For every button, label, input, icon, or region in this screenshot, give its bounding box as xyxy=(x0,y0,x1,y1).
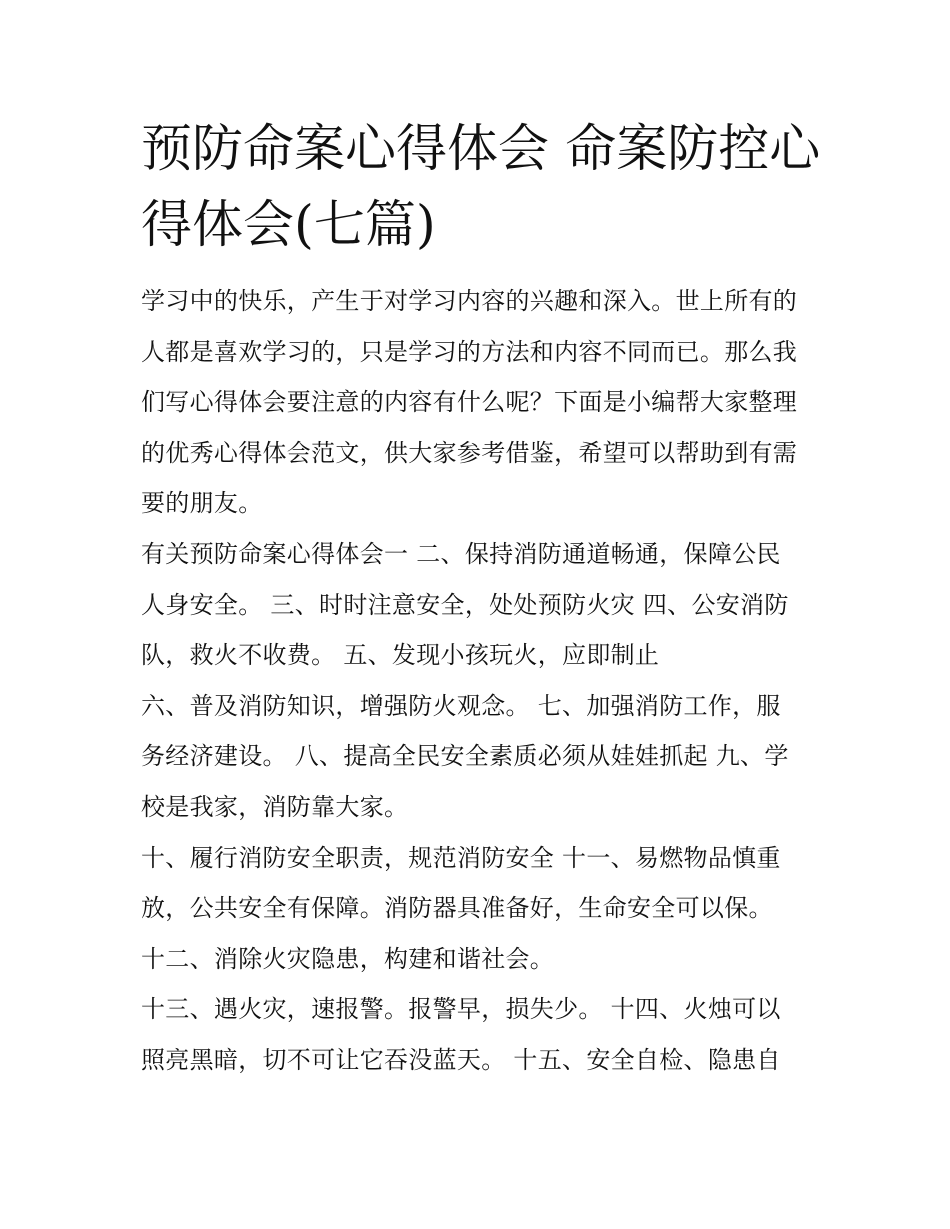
body-line: 六、普及消防知识，增强防火观念。 七、加强消防工作，服 xyxy=(141,691,781,720)
body-line: 十三、遇火灾，速报警。报警早，损失少。 十四、火烛可以 xyxy=(141,995,781,1024)
body-line: 十二、消除火灾隐患，构建和谐社会。 xyxy=(141,944,555,973)
body-line: 学习中的快乐，产生于对学习内容的兴趣和深入。世上所有的 xyxy=(141,287,798,315)
title-line: 预防命案心得体会 命案防控心 xyxy=(141,120,821,179)
body-line: 要的朋友。 xyxy=(141,489,263,518)
body-line: 放，公共安全有保障。消防器具准备好，生命安全可以保。 xyxy=(141,894,773,923)
body-line: 们写心得体会要注意的内容有什么呢？下面是小编帮大家整理 xyxy=(141,388,798,417)
body-line: 有关预防命案心得体会一 二、保持消防通道畅通，保障公民 xyxy=(141,539,781,568)
document-body xyxy=(141,276,831,1086)
body-line: 的优秀心得体会范文，供大家参考借鉴，希望可以帮助到有需 xyxy=(141,438,798,467)
body-line: 务经济建设。 八、提高全民安全素质必须从娃娃抓起 九、学 xyxy=(141,742,789,771)
document-title xyxy=(141,112,821,264)
body-line: 十、履行消防安全职责，规范消防安全 十一、易燃物品慎重 xyxy=(141,843,781,872)
body-line: 照亮黑暗，切不可让它吞没蓝天。 十五、安全自检、隐患自 xyxy=(141,1045,781,1074)
body-line: 校是我家，消防靠大家。 xyxy=(141,792,409,821)
body-line: 队，救火不收费。 五、发现小孩玩火，应即制止 xyxy=(141,641,660,670)
title-line: 得体会(七篇) xyxy=(141,196,436,255)
body-line: 人身安全。 三、时时注意安全，处处预防火灾 四、公安消防 xyxy=(141,590,789,619)
body-line: 人都是喜欢学习的，只是学习的方法和内容不同而已。那么我 xyxy=(141,337,798,366)
